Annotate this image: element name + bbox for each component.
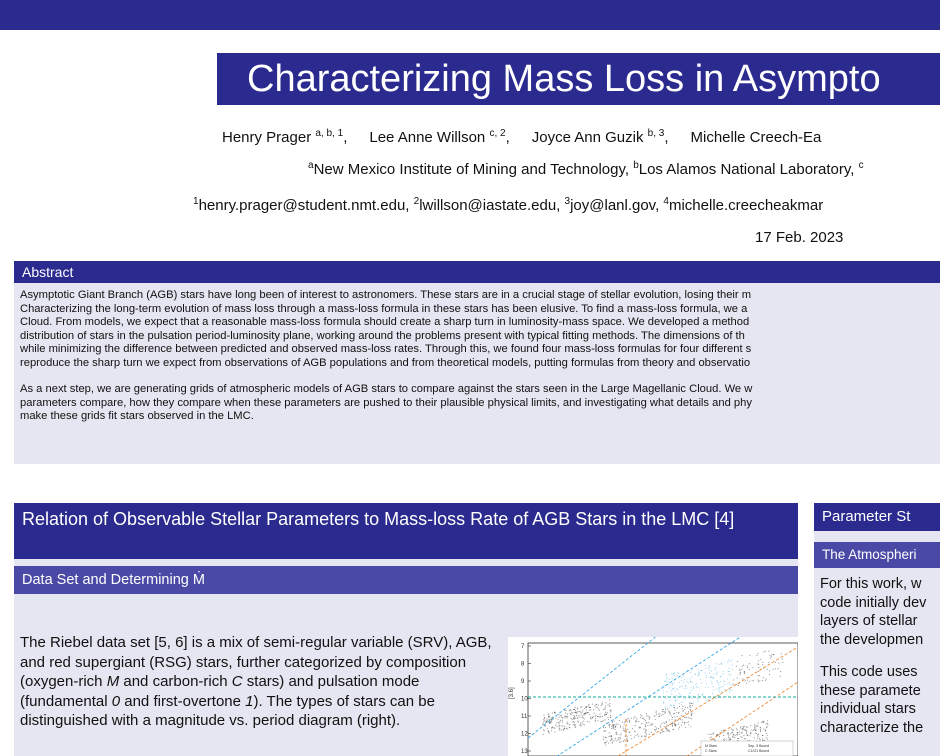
abstract-paragraph-2: As a next step, we are generating grids of atmospheric models of AGB stars to compare against the stars seen in the Large Magellanic Cloud. We w parameters compare, how they compare when these parameters are pushed to their plausible physical limits, and investigating what details and phy make these grids fit stars observed in the LMC.	[20, 383, 753, 423]
y-tick-label: 9	[521, 679, 525, 685]
magnitude-period-figure	[508, 637, 798, 756]
subsection-heading: The Atmospheri	[814, 542, 940, 568]
date: 17 Feb. 2023	[755, 229, 844, 246]
section-heading: Parameter St	[814, 503, 940, 531]
text-run: ). The types of stars can be distinguished with a magnitude vs. period diagram (right).	[20, 692, 435, 729]
email-address: henry.prager@student.nmt.edu,	[198, 197, 414, 214]
plot-frame	[528, 643, 798, 756]
paragraph: This code uses these paramete individual stars characterize the	[820, 664, 924, 736]
author-affiliation-mark: b, 3	[647, 128, 665, 139]
legend-entry: C Stars	[705, 749, 717, 753]
author-name: Lee Anne Willson	[369, 129, 486, 146]
affiliation-mark: b	[633, 160, 639, 171]
text-run: stars) and pulsation mode (fundamental	[20, 673, 420, 710]
y-tick-label: 13	[521, 749, 528, 755]
author-affiliation-mark: c, 2	[489, 128, 506, 139]
affiliation-mark: a	[308, 160, 314, 171]
email-mark: 2	[413, 196, 420, 207]
text-run: and carbon-rich	[119, 673, 232, 690]
author: Henry Prager $^{a, b, 1}$,	[222, 128, 348, 146]
author-affiliation-mark: a, b, 1	[315, 128, 344, 139]
affiliation-mark: c	[858, 160, 864, 171]
affiliation-name: Los Alamos National Laboratory,	[638, 161, 859, 178]
scatter-plot	[508, 637, 798, 756]
email-mark: 3	[564, 196, 571, 207]
mass-loss-relation-section	[14, 503, 798, 756]
data-set-paragraph	[20, 633, 495, 731]
y-tick-label: 7	[521, 644, 525, 650]
author-name: Michelle Creech-Ea	[690, 129, 822, 146]
section-heading: Relation of Observable Stellar Parameters to Mass-loss Rate of AGB Stars in the LMC [4]	[14, 503, 798, 559]
italic-symbol: C	[231, 673, 243, 690]
email-mark: 4	[663, 196, 669, 207]
affiliations	[308, 160, 940, 178]
subsection-heading: Data Set and Determining Ṁ	[14, 566, 798, 594]
page-title: Characterizing Mass Loss in Asympto	[247, 58, 881, 100]
legend-entry: M Stars	[705, 744, 718, 748]
email-address: lwillson@iastate.edu,	[419, 197, 565, 214]
parameter-section	[814, 503, 940, 756]
y-axis-label: [3.6]	[509, 687, 515, 699]
legend-entry: Sep. 3 Bound	[748, 744, 770, 748]
legend-entry: C1/O1 Bound	[748, 749, 770, 753]
y-tick-label: 12	[521, 731, 528, 738]
paragraph: For this work, w code initially dev layers of stellar the developmen	[820, 576, 927, 648]
author-name: Henry Prager	[222, 129, 312, 146]
email-mark: 1	[193, 196, 199, 207]
legend	[701, 741, 793, 756]
y-tick-label: 8	[521, 661, 525, 668]
italic-symbol: 0	[111, 692, 121, 710]
emails	[193, 196, 940, 214]
abstract-section	[14, 261, 940, 464]
title-banner	[217, 53, 940, 105]
text-run: The Riebel data set [5, 6] is a mix of semi-regular variable (SRV), AGB, and red supergiant (RSG) stars, further categorized by composition (oxygen-rich	[20, 634, 492, 690]
author-list	[222, 128, 940, 146]
author: Joyce Ann Guzik $^{b, 3}$,	[531, 128, 669, 146]
abstract-heading: Abstract	[14, 261, 940, 283]
email-address: michelle.creecheakmar	[668, 197, 824, 214]
author-name: Joyce Ann Guzik	[531, 129, 644, 146]
author	[691, 129, 822, 146]
y-tick-label: 10	[521, 696, 528, 703]
top-bar	[0, 0, 940, 30]
text-run: and first-overtone	[120, 692, 246, 710]
italic-symbol: 1	[245, 692, 254, 710]
italic-symbol: M	[106, 673, 120, 690]
abstract-paragraph-1: Asymptotic Giant Branch (AGB) stars have long been of interest to astronomers. These stars are in a crucial stage of stellar evolution, losing their m Characterizing the long-term evolution of mass loss through a mass-loss formula in these stars has been elusive. To find a mass-loss formula, we a Cloud. From models, we expect that a reasonable mass-loss formula should create a sharp turn in luminosity-mass space. We developed a method distribution of stars in the pulsation period-luminosity plane, working around the problems present with typical fitting methods. The dimensions of th while minimizing the difference between predicted and observed mass-loss rates. Through this, we found four mass-loss formulas for four different s reproduce the sharp turn we expect from observations of AGB populations and from theoretical models, putting formulas from theory and observatio	[20, 289, 752, 369]
author: Lee Anne Willson $^{c, 2}$,	[369, 128, 510, 146]
email-address: joy@lanl.gov,	[570, 197, 664, 214]
y-tick-label: 11	[521, 714, 528, 720]
affiliation-name: New Mexico Institute of Mining and Technology,	[313, 161, 634, 178]
